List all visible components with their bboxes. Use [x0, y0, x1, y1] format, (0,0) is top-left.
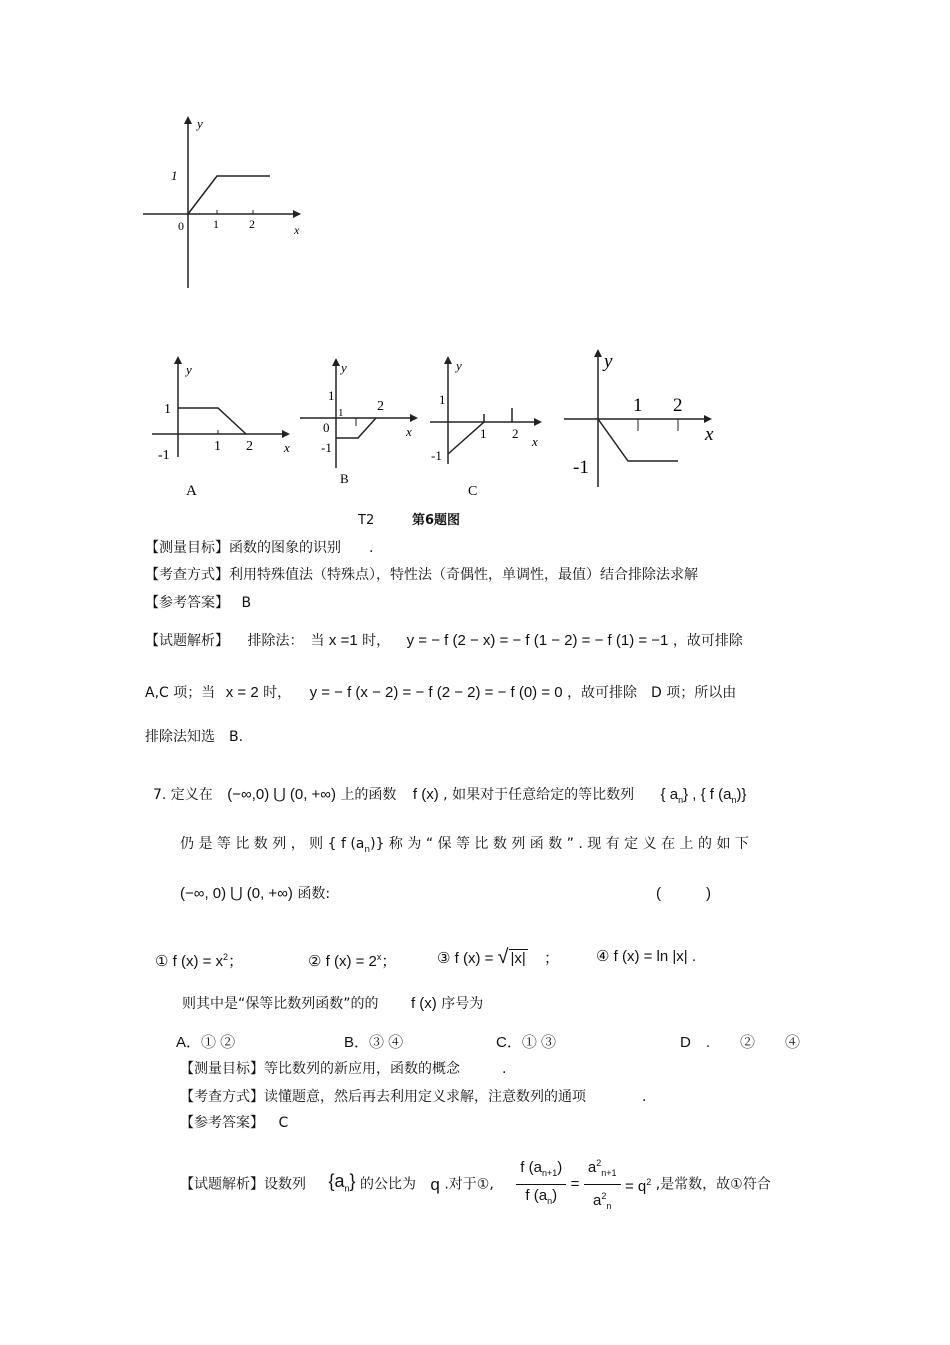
q7-analysis-text: 的公比为	[359, 1176, 416, 1193]
graph-d-x-label: x	[705, 424, 714, 445]
q7-math: ；	[228, 953, 244, 970]
figure-caption-right: 第6题图	[412, 513, 461, 528]
q7-text: 函数:	[297, 886, 331, 902]
q7-text: 上的函数	[340, 787, 397, 803]
q7-math: a	[587, 1159, 597, 1176]
graph-a-t1: 1	[214, 439, 221, 454]
q7-subscript: n+1	[601, 1168, 617, 1178]
q7-math: {a	[328, 1170, 345, 1191]
q7-goal: 【测量目标】等比数列的新应用，函数的概念 .	[180, 1061, 507, 1077]
q7-subscript: n+1	[541, 1168, 558, 1178]
graph-a-y-label: y	[186, 362, 192, 377]
q7-text: 则其中是“保等比数列函数”的的	[182, 996, 379, 1012]
graph-a-x-label: x	[284, 440, 290, 455]
graph-a-caption: A	[186, 483, 197, 499]
q7-sequence	[661, 786, 747, 803]
q6-analysis-line3: 排除法知选 B.	[145, 729, 244, 745]
q7-math: q	[430, 1174, 440, 1194]
graph-b-y-label: y	[341, 360, 347, 375]
q7-answer-label: 【参考答案】	[180, 1115, 264, 1131]
q7-option-c: C．① ③	[496, 1034, 557, 1051]
sqrt-icon: √	[497, 946, 509, 968]
graph-a-yneg: -1	[158, 448, 170, 463]
q7-line3	[180, 885, 330, 903]
q6-math: y = − f (2 − x) = − f (1 − 2) = − f (1) = −1	[406, 632, 669, 649]
q6-math: x =1	[328, 632, 358, 649]
graph-c-y-label: y	[456, 358, 462, 373]
q7-superscript: 2	[596, 1158, 602, 1168]
equals-icon: =	[570, 1175, 580, 1193]
q7-subscript: n	[678, 795, 684, 805]
q6-analysis-text: ，故可排除 D 项；所以由	[567, 685, 737, 701]
graph-c-caption: C	[468, 484, 478, 499]
graph-b-caption: B	[340, 471, 349, 486]
q7-superscript: 2	[646, 1177, 652, 1187]
top-graph-tick-2: 2	[249, 217, 255, 231]
q6-math: y = − f (x − 2) = − f (2 − 2) = − f (0) = 0	[309, 684, 563, 701]
q7-math: )	[557, 1159, 563, 1176]
q7-text: )} 称 为 “ 保 等 比 数 列 函 数 ” . 现 有 定 义 在 上 的 如 下	[370, 836, 749, 852]
q7-line1	[153, 786, 746, 809]
graph-a-t2: 2	[246, 439, 253, 454]
q7-sequence-an	[328, 1170, 356, 1194]
top-graph-tick-1: 1	[213, 217, 219, 231]
graph-c-t1: 1	[480, 426, 487, 441]
q7-answer-value: C	[278, 1115, 289, 1131]
q7-text: 序号为	[441, 996, 484, 1012]
q7-math: = q	[624, 1178, 647, 1195]
graph-b-origin: 0	[323, 420, 330, 435]
q6-goal: 【测量目标】函数的图象的识别 .	[145, 540, 374, 556]
q7-subscript: n	[606, 1201, 612, 1211]
option-graph-b	[298, 356, 423, 491]
q7-domain: (−∞,0) ⋃ (0, +∞)	[227, 786, 336, 803]
q7-q-squared	[625, 1178, 651, 1195]
q7-math: ；	[381, 953, 397, 970]
q6-analysis-text: 排除法： 当	[247, 633, 325, 649]
graph-b-yneg: -1	[321, 440, 332, 455]
q7-fraction-f	[516, 1157, 566, 1212]
top-graph-y-tick: 1	[171, 168, 178, 183]
q7-analysis	[180, 1152, 771, 1212]
q7-ask	[182, 995, 483, 1013]
q7-math: |x|	[510, 950, 526, 967]
graph-b-x-label: x	[406, 424, 412, 439]
q6-answer-value: B	[241, 595, 252, 611]
graph-a-y1: 1	[164, 402, 171, 417]
q7-analysis-text: 【试题解析】设数列	[180, 1176, 306, 1193]
q7-text: , 如果对于任意给定的等比数列	[443, 787, 635, 803]
q7-math: { a	[660, 786, 679, 803]
q7-analysis-text: ,是常数，故①符合	[655, 1176, 771, 1193]
q7-math: )	[552, 1187, 558, 1204]
figure-caption-left: T2	[358, 513, 375, 528]
q7-subscript: n	[731, 795, 737, 805]
q7-superscript: 2	[601, 1191, 607, 1201]
q7-option-a: A．① ②	[176, 1034, 236, 1051]
q7-domain: (−∞, 0) ⋃ (0, +∞)	[180, 885, 293, 902]
q7-math: ② f (x) = 2	[308, 953, 377, 970]
q7-math: ③ f (x) =	[437, 950, 494, 967]
q7-subscript: n	[344, 1183, 350, 1194]
top-function-graph	[135, 110, 310, 295]
q6-analysis-text: ，故可排除	[672, 633, 743, 649]
q7-option-d: D . ② ④	[680, 1034, 801, 1051]
q7-answer	[180, 1114, 288, 1132]
q7-function-4: ④ f (x) = ln |x| .	[596, 948, 697, 965]
q7-option-b: B．③ ④	[344, 1034, 404, 1051]
q6-analysis-text: 时，	[362, 633, 391, 649]
q7-function-2	[308, 948, 396, 971]
q7-math: a	[593, 1192, 602, 1209]
q7-method: 【考查方式】读懂题意，然后再去利用定义求解，注意数列的通项 .	[180, 1089, 647, 1105]
graph-c-y1: 1	[439, 392, 446, 407]
graph-d-y-label: y	[604, 351, 613, 372]
q7-fraction-numerator	[584, 1152, 621, 1185]
q7-subscript: n	[547, 1196, 553, 1206]
q7-text: 仍 是 等 比 数 列 ， 则 { f (a	[180, 836, 365, 852]
q7-fraction-numerator	[516, 1157, 566, 1185]
q6-analysis-label: 【试题解析】	[145, 633, 229, 649]
graph-c-x-label: x	[532, 434, 538, 449]
option-graph-a	[148, 352, 298, 502]
q6-math: x = 2	[225, 684, 259, 701]
q6-analysis-line2	[145, 684, 736, 702]
q7-line2	[180, 835, 749, 859]
q6-analysis-text: A,C 项；当	[145, 685, 216, 701]
q7-math: f (a	[525, 1187, 548, 1204]
q7-superscript: 2	[223, 952, 229, 962]
top-graph-origin: 0	[178, 219, 184, 233]
q6-answer-label: 【参考答案】	[145, 595, 229, 611]
q7-subscript: n	[364, 844, 371, 855]
q7-math: } , { f (a	[683, 786, 732, 803]
top-graph-x-label: x	[294, 223, 300, 237]
q7-text: 7. 定义在	[153, 787, 213, 803]
q6-analysis-line1	[145, 632, 743, 650]
q7-math: f (a	[520, 1159, 542, 1176]
q7-math: )}	[736, 786, 747, 803]
graph-b-y1-small: 1	[338, 407, 344, 419]
q7-math: f (x)	[410, 995, 437, 1012]
q7-math: }	[349, 1170, 356, 1191]
graph-b-y1: 1	[328, 388, 335, 403]
graph-b-t2: 2	[377, 399, 384, 414]
graph-c-t2: 2	[512, 426, 519, 441]
graph-d-t1: 1	[633, 395, 643, 416]
q7-math: ① f (x) = x	[155, 953, 224, 970]
q6-analysis-text: 时，	[263, 685, 292, 701]
q6-answer	[145, 594, 251, 612]
q7-fraction-a	[584, 1152, 621, 1217]
top-graph-y-label: y	[197, 116, 203, 131]
graph-c-yneg: -1	[431, 448, 442, 463]
q7-superscript: x	[376, 952, 382, 962]
q7-answer-blank: ( )	[656, 885, 711, 902]
q7-fraction-denominator	[516, 1185, 566, 1212]
q7-math: f (x)	[412, 786, 439, 803]
q6-method: 【考查方式】利用特殊值法（特殊点），特性法（奇偶性，单调性，最值）结合排除法求解	[145, 567, 698, 583]
q7-analysis-text: .对于①,	[444, 1176, 494, 1193]
option-graph-c	[428, 352, 553, 502]
graph-d-yneg: -1	[573, 457, 589, 478]
option-graph-d	[560, 345, 725, 495]
q7-function-3	[437, 948, 559, 968]
q7-fraction-denominator	[584, 1185, 621, 1217]
q7-math: ；	[544, 950, 560, 967]
q7-function-1	[155, 948, 243, 971]
graph-d-t2: 2	[673, 395, 683, 416]
